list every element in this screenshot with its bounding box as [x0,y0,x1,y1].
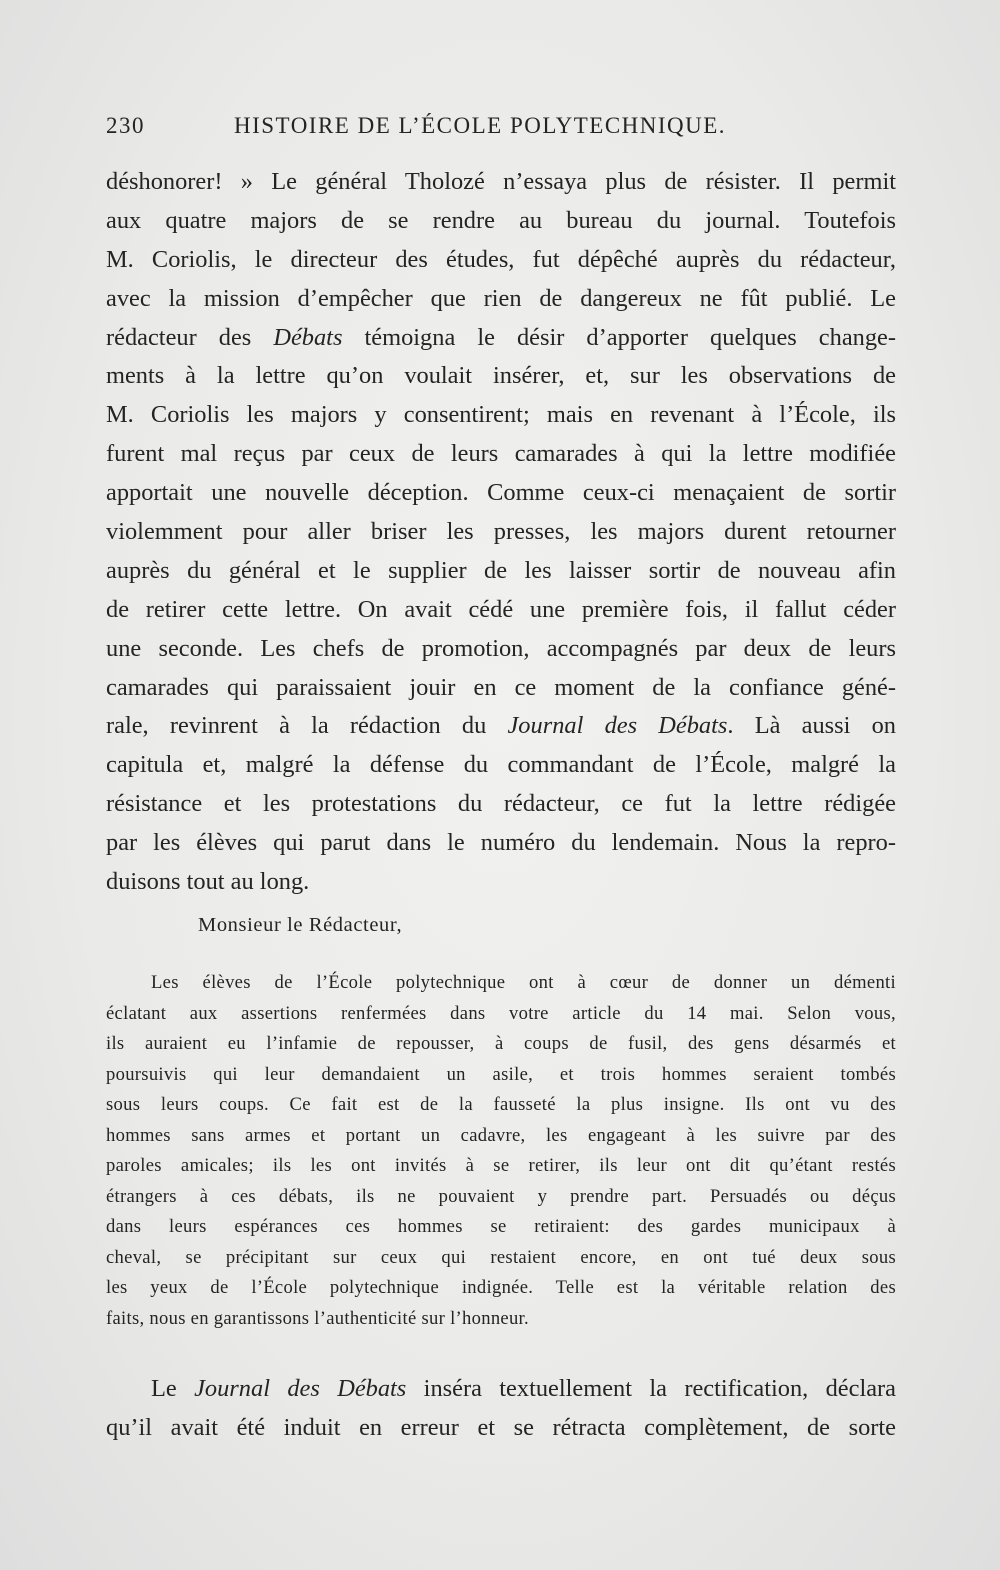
letter-line: poursuivis qui leur demandaient un asile, et trois hommes seraient tombés [106,1063,896,1085]
letter-line: étrangers à ces débats, ils ne pouvaient y prendre part. Persuadés ou déçus [106,1185,896,1207]
italic-title: Débats [273,323,343,351]
text-line: qu’il avait été induit en erreur et se rétracta complètement, de sorte [106,1413,896,1441]
text-line: M. Coriolis, le directeur des études, fut dépêché auprès du rédacteur, [106,245,896,273]
running-title: HISTOIRE DE L’ÉCOLE POLYTECHNIQUE. [234,113,727,138]
text-line: M. Coriolis les majors y consentirent; mais en revenant à l’École, ils [106,401,896,429]
letter-line: cheval, se précipitant sur ceux qui restaient encore, en ont tué deux sous [106,1246,896,1268]
text-line: violemment pour aller briser les presses, les majors durent retourner [106,518,896,546]
letter-line: éclatant aux assertions renfermées dans votre article du 14 mai. Selon vous, [106,1002,896,1024]
text-segment: témoigna le désir d’apporter quelques change- [342,323,896,351]
italic-title: Journal des Débats [194,1375,407,1402]
text-line: par les élèves qui parut dans le numéro du lendemain. Nous la repro- [106,829,896,857]
letter-salutation: Monsieur le Rédacteur, [198,914,403,936]
quoted-letter [106,968,896,1334]
paragraph-2 [106,1370,896,1448]
text-line: une seconde. Les chefs de promotion, accompagnés par deux de leurs [106,634,896,662]
text-line: apportait une nouvelle déception. Comme ceux-ci menaçaient de sortir [106,479,896,507]
letter-line: faits, nous en garantissons l’authenticité sur l’honneur. [106,1307,529,1329]
text-line: auprès du général et le supplier de les laisser sortir de nouveau afin [106,556,896,584]
letter-line: paroles amicales; ils les ont invités à se retirer, ils leur ont dit qu’étant restés [106,1155,896,1176]
text-segment: rédacteur des [106,323,274,351]
letter-line: hommes sans armes et portant un cadavre, les engageant à les suivre par des [106,1124,896,1146]
text-line: camarades qui paraissaient jouir en ce moment de la confiance géné- [106,673,896,701]
text-segment: rale, revinrent à la rédaction du [106,712,508,740]
text-line: de retirer cette lettre. On avait cédé une première fois, il fallut céder [106,595,896,623]
italic-title: Journal des Débats [507,712,728,740]
text-line: capitula et, malgré la défense du commandant de l’École, malgré la [106,751,896,779]
text-line [106,1370,896,1409]
letter-line: Les élèves de l’École polytechnique ont à cœur de donner un démenti [151,972,896,993]
text-line [106,319,896,358]
text-line: furent mal reçus par ceux de leurs camarades à qui la lettre modifiée [106,440,896,468]
letter-line: les yeux de l’École polytechnique indignée. Telle est la véritable relation des [106,1277,896,1298]
text-line: déshonorer! » Le général Tholozé n’essaya plus de résister. Il permit [106,168,896,195]
text-line: résistance et les protestations du rédacteur, ce fut la lettre rédigée [106,790,896,818]
page-number: 230 [106,113,145,138]
letter-line: dans leurs espérances ces hommes se retiraient: des gardes municipaux à [106,1216,896,1237]
text-segment: Le [151,1375,195,1402]
letter-line: sous leurs coups. Ce fait est de la fausseté la plus insigne. Ils ont vu des [106,1094,896,1115]
text-segment: inséra textuellement la rectification, déclara [406,1375,897,1402]
text-line: ments à la lettre qu’on voulait insérer, et, sur les observations de [106,362,896,390]
text-line: duisons tout au long. [106,868,310,896]
running-head [106,113,896,147]
text-segment: . Là aussi on [727,712,897,740]
text-line [106,707,896,746]
text-line: aux quatre majors de se rendre au bureau du journal. Toutefois [106,206,896,234]
text-line: avec la mission d’empêcher que rien de dangereux ne fût publié. Le [106,284,896,312]
paragraph-1 [106,163,896,902]
letter-line: ils auraient eu l’infamie de repousser, à coups de fusil, des gens désarmés et [106,1033,896,1054]
